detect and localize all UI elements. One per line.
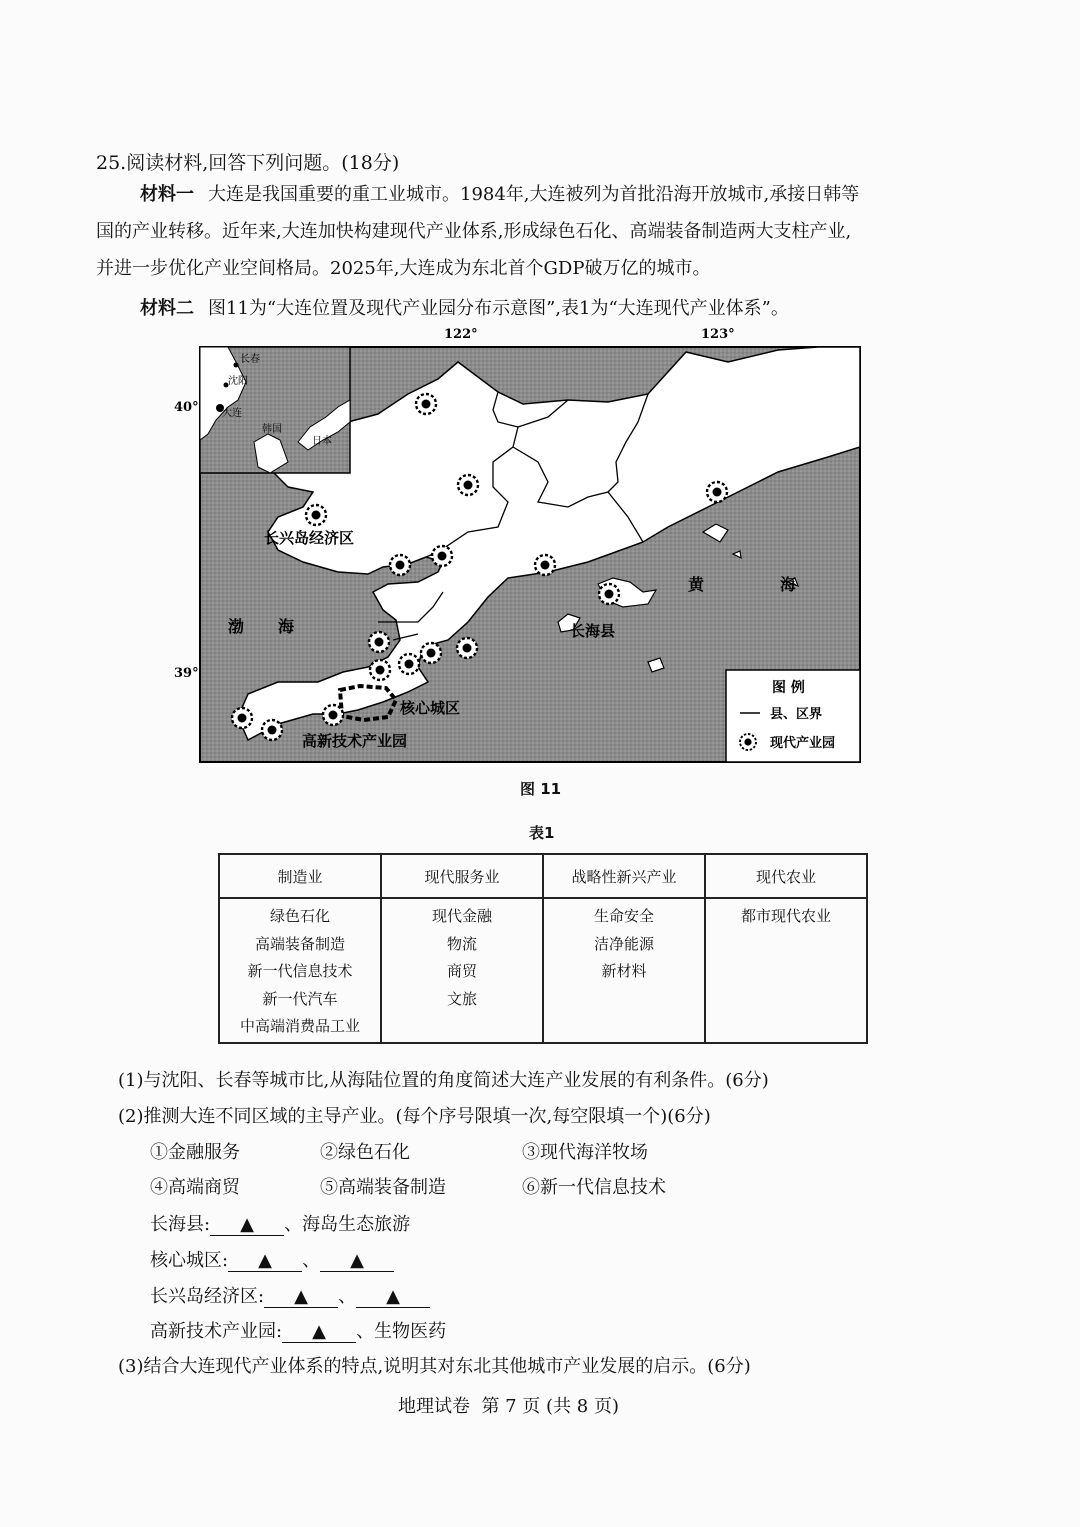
answer-blank[interactable]: ▲ <box>210 1214 284 1236</box>
label-huanghai-1: 黄 <box>688 575 705 594</box>
industry-table <box>218 853 868 1044</box>
cell-services <box>381 898 543 1043</box>
fill-changhai <box>150 1210 410 1236</box>
inset-label-shenyang: 沈阳 <box>228 376 248 387</box>
park-marker <box>432 546 452 566</box>
label-bohai-1: 渤 <box>228 617 245 636</box>
table-item: 新材料 <box>601 962 647 980</box>
table-item: 绿色石化 <box>269 907 330 925</box>
material-two-text: 图11为“大连位置及现代产业园分布示意图”,表1为“大连现代产业体系”。 <box>208 298 789 319</box>
dalian-map <box>168 322 878 772</box>
cell-agriculture <box>705 898 867 1043</box>
inset-label-japan: 日本 <box>312 436 332 447</box>
label-huanghai-2: 海 <box>780 575 797 594</box>
fill-label-hitech: 高新技术产业园: <box>150 1321 283 1342</box>
answer-blank[interactable]: ▲ <box>228 1250 302 1272</box>
table-item: 新一代汽车 <box>262 989 338 1008</box>
label-changxing: 长兴岛经济区 <box>264 529 355 547</box>
answer-blank[interactable]: ▲ <box>264 1286 338 1308</box>
fill-label-core: 核心城区: <box>150 1250 229 1271</box>
table-caption: 表1 <box>529 824 555 842</box>
cell-emerging <box>543 898 705 1043</box>
label-changhai: 长海县 <box>570 622 616 640</box>
fill-separator: 、 <box>338 1286 357 1307</box>
fill-suffix-changhai: 、海岛生态旅游 <box>284 1214 411 1235</box>
legend-title: 图 例 <box>772 680 805 696</box>
fill-core <box>150 1246 394 1272</box>
legend-park: 现代产业园 <box>770 736 836 751</box>
question-title: 25.阅读材料,回答下列问题。(18分) <box>96 152 400 174</box>
table-item: 商贸 <box>446 962 477 980</box>
material-one-label: 材料一 <box>140 184 194 205</box>
option-3: ③现代海洋牧场 <box>522 1142 648 1163</box>
park-marker <box>369 632 389 652</box>
table-item: 文旅 <box>446 989 477 1008</box>
label-bohai-2: 海 <box>278 617 295 636</box>
option-6: ⑥新一代信息技术 <box>522 1177 666 1198</box>
option-2: ②绿色石化 <box>320 1142 410 1163</box>
table-row <box>219 898 867 1043</box>
park-marker <box>458 475 478 495</box>
lon-label-122: 122° <box>444 327 478 342</box>
park-marker <box>707 482 727 502</box>
lon-label-123: 123° <box>701 327 735 342</box>
lat-label-39: 39° <box>174 666 199 681</box>
col-header-emerging: 战略性新兴产业 <box>543 854 705 898</box>
material-two-label: 材料二 <box>140 298 194 319</box>
fill-hitech <box>150 1317 446 1343</box>
park-marker <box>599 584 619 604</box>
col-header-manufacturing: 制造业 <box>219 854 381 898</box>
label-core-district: 核心城区 <box>400 699 461 717</box>
option-5: ⑤高端装备制造 <box>320 1177 446 1198</box>
table-item: 生命安全 <box>593 907 654 925</box>
col-header-services: 现代服务业 <box>381 854 543 898</box>
legend-park-icon <box>740 734 756 750</box>
page-footer: 地理试卷 第 7 页 (共 8 页) <box>398 1396 620 1417</box>
material-one <box>96 176 982 287</box>
table-item: 都市现代农业 <box>740 907 831 925</box>
table-item: 洁净能源 <box>593 934 654 953</box>
fill-label-changhai: 长海县: <box>150 1214 211 1235</box>
park-marker <box>262 720 282 740</box>
sub-question-3: (3)结合大连现代产业体系的特点,说明其对东北其他城市产业发展的启示。(6分) <box>118 1356 751 1377</box>
fill-changxing <box>150 1282 430 1308</box>
material-one-line-3: 并进一步优化产业空间格局。2025年,大连成为东北首个GDP破万亿的城市。 <box>96 258 711 279</box>
table-item: 高端装备制造 <box>254 934 345 953</box>
map-legend <box>726 670 860 762</box>
table-item: 物流 <box>446 934 477 953</box>
fill-separator: 、 <box>302 1250 321 1271</box>
park-marker <box>390 555 410 575</box>
table-item: 现代金融 <box>431 907 492 925</box>
cell-manufacturing <box>219 898 381 1043</box>
figure-caption: 图 11 <box>520 780 562 798</box>
legend-boundary: 县、区界 <box>770 707 823 722</box>
answer-blank[interactable]: ▲ <box>282 1321 356 1343</box>
label-hitech: 高新技术产业园 <box>302 732 408 750</box>
answer-blank[interactable]: ▲ <box>356 1286 430 1308</box>
option-1: ①金融服务 <box>150 1142 240 1163</box>
park-marker <box>416 394 436 414</box>
park-marker <box>306 505 326 525</box>
lat-label-40: 40° <box>174 400 199 415</box>
fill-suffix-hitech: 、生物医药 <box>356 1321 447 1342</box>
park-marker <box>399 654 419 674</box>
park-marker <box>370 660 390 680</box>
park-marker <box>421 643 441 663</box>
park-marker <box>535 555 555 575</box>
col-header-agriculture: 现代农业 <box>705 854 867 898</box>
option-4: ④高端商贸 <box>150 1177 240 1198</box>
inset-label-korea: 韩国 <box>262 424 282 435</box>
table-header-row <box>219 854 867 898</box>
park-marker <box>323 705 343 725</box>
table-item: 新一代信息技术 <box>247 962 353 980</box>
inset-label-changchun: 长春 <box>240 354 260 365</box>
answer-blank[interactable]: ▲ <box>320 1250 394 1272</box>
fill-label-changxing: 长兴岛经济区: <box>150 1286 265 1307</box>
inset-label-dalian: 大连 <box>222 408 242 419</box>
park-marker <box>457 638 477 658</box>
sub-question-2: (2)推测大连不同区域的主导产业。(每个序号限填一次,每空限填一个)(6分) <box>118 1106 711 1127</box>
sub-question-1: (1)与沈阳、长春等城市比,从海陆位置的角度简述大连产业发展的有利条件。(6分) <box>118 1070 769 1091</box>
park-marker <box>232 708 252 728</box>
material-one-line-1: 大连是我国重要的重工业城市。1984年,大连被列为首批沿海开放城市,承接日韩等 <box>208 184 860 205</box>
table-item: 中高端消费品工业 <box>239 1017 360 1035</box>
material-one-line-2: 国的产业转移。近年来,大连加快构建现代产业体系,形成绿色石化、高端装备制造两大支柱产业, <box>96 221 852 242</box>
inset-map <box>200 347 350 473</box>
